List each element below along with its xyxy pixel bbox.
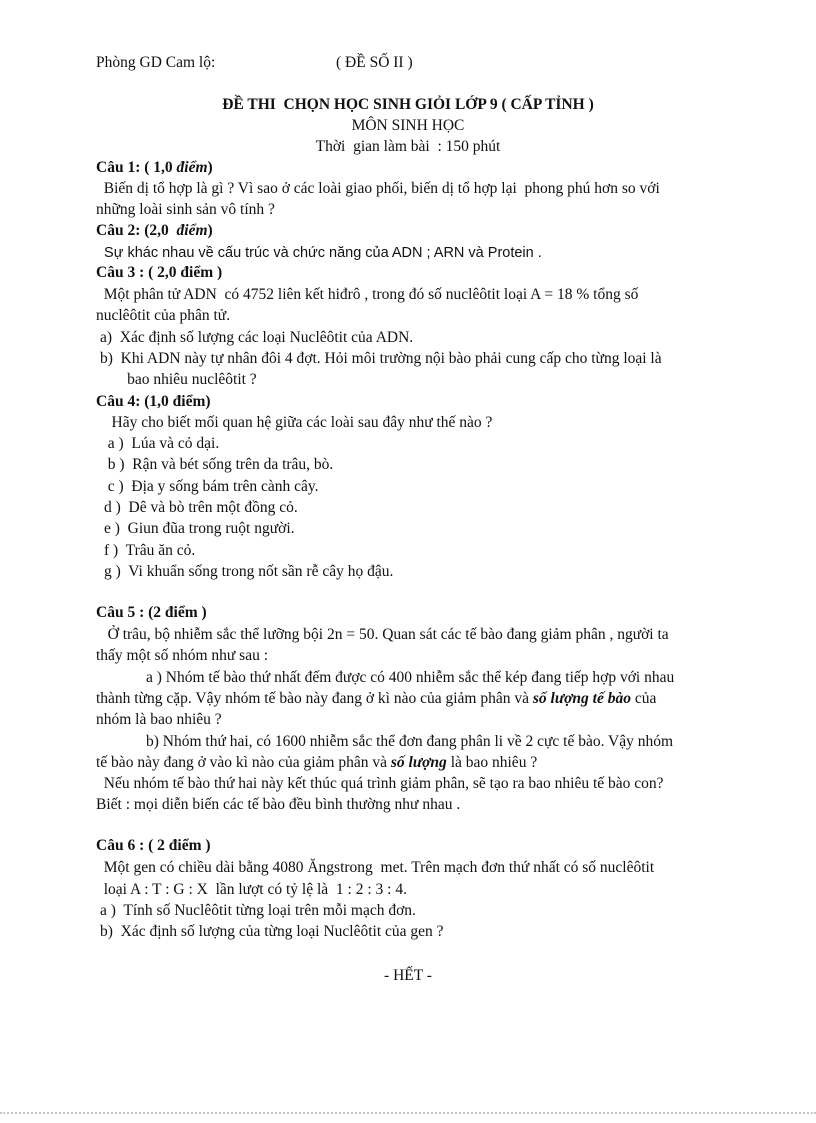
question-1-label: Câu 1: ( 1,0 [96,159,177,176]
question-5-heading: Câu 5 : (2 điểm ) [96,604,207,621]
question-2-heading [96,221,213,241]
question-5-text: là bao nhiêu ? [446,754,538,771]
subject-title: MÔN SINH HỌC [351,117,465,134]
question-3-item: b) Khi ADN này tự nhân đôi 4 đợt. Hỏi môi trường nội bào phải cung cấp cho từng loại là [100,350,662,367]
end-marker: - HẾT - [384,967,432,984]
question-3-line: Một phân tử ADN có 4752 liên kết hiđrô , trong đó số nuclêôtit loại A = 18 % tổng số [96,286,639,303]
question-5-line: thấy một số nhóm như sau : [96,647,269,664]
question-5-part-b-cont [96,753,537,773]
emphasis-cell-count: số lượng tế bào [532,690,631,707]
page-break-divider [0,1112,816,1114]
question-2-label: Câu 2: (2,0 [96,222,177,239]
question-6-line: Một gen có chiều dài bằng 4080 Ăngstrong met. Trên mạch đơn thứ nhất có số nuclêôtit [96,859,655,876]
question-4-intro: Hãy cho biết mối quan hệ giữa các loài sau đây như thế nào ? [96,414,493,431]
question-5-part-a-cont: nhóm là bao nhiêu ? [96,711,222,728]
question-6-item: a ) Tính số Nuclêôtit từng loại trên mỗi mạch đơn. [100,902,416,919]
question-5-part-b: b) Nhóm thứ hai, có 1600 nhiễm sắc thể đơn đang phân li về 2 cực tế bào. Vậy nhóm [146,733,674,750]
question-5-text: tế bào này đang ở vào kì nào của giảm phân và [96,754,391,771]
question-4-heading: Câu 4: (1,0 điểm) [96,393,211,410]
question-5-part-c: Nếu nhóm tế bào thứ hai này kết thúc quá trình giảm phân, sẽ tạo ra bao nhiêu tế bào con? [96,775,664,792]
exam-title: ĐỀ THI CHỌN HỌC SINH GIỎI LỚP 9 ( CẤP TỈNH ) [222,96,594,113]
question-3-line: nuclêôtit của phân tử. [96,307,231,324]
question-2-points-word: điểm [176,222,208,239]
question-5-line: Ở trâu, bộ nhiễm sắc thể lưỡng bội 2n = 50. Quan sát các tế bào đang giảm phân , người ta [96,626,669,643]
question-4-item: a ) Lúa và cỏ dại. [100,435,220,452]
question-1-heading [96,158,213,178]
question-4-item: d ) Dê và bò trên một đồng cỏ. [104,499,298,516]
question-5-part-a: a ) Nhóm tế bào thứ nhất đếm được có 400 nhiễm sắc thể kép đang tiếp hợp với nhau [146,669,675,686]
question-4-item: g ) Vi khuẩn sống trong nốt sần rễ cây họ đậu. [104,563,394,580]
question-1-line: những loài sinh sản vô tính ? [96,201,275,218]
question-4-item: b ) Rận và bét sống trên da trâu, bò. [100,456,334,473]
question-1-points-word: điểm [176,159,208,176]
question-1-line: Biến dị tổ hợp là gì ? Vì sao ở các loài giao phối, biến dị tổ hợp lại phong phú hơn so với [96,180,660,197]
question-6-heading: Câu 6 : ( 2 điểm ) [96,837,211,854]
question-4-item: f ) Trâu ăn cỏ. [104,542,196,559]
question-2-close: ) [207,222,213,239]
question-2-line: Sự khác nhau về cấu trúc và chức năng của ADN ; ARN và Protein . [96,245,542,261]
question-3-item: a) Xác định số lượng các loại Nuclêôtit của ADN. [100,329,414,346]
question-4-item: e ) Giun đũa trong ruột người. [104,520,295,537]
time-limit: Thời gian làm bài : 150 phút [315,138,501,155]
question-6-line: loại A : T : G : X lần lượt có tỷ lệ là 1 : 2 : 3 : 4. [96,881,407,898]
question-5-text: thành từng cặp. Vậy nhóm tế bào này đang ở kì nào của giảm phân và [96,690,533,707]
question-3-heading: Câu 3 : ( 2,0 điểm ) [96,264,223,281]
question-4-item: c ) Địa y sống bám trên cành cây. [100,478,319,495]
question-5-text: của [630,690,657,707]
question-5-note: Biết : mọi diễn biến các tế bào đều bình thường như nhau . [96,796,461,813]
emphasis-quantity: số lượng [390,754,447,771]
exam-number: ( ĐỀ SỐ II ) [336,54,413,71]
question-3-item: bao nhiêu nuclêôtit ? [100,371,257,388]
question-1-close: ) [207,159,213,176]
office-header: Phòng GD Cam lộ: [96,54,216,71]
question-5-part-a-cont [96,689,656,709]
question-6-item: b) Xác định số lượng của từng loại Nuclêôtit của gen ? [100,923,444,940]
